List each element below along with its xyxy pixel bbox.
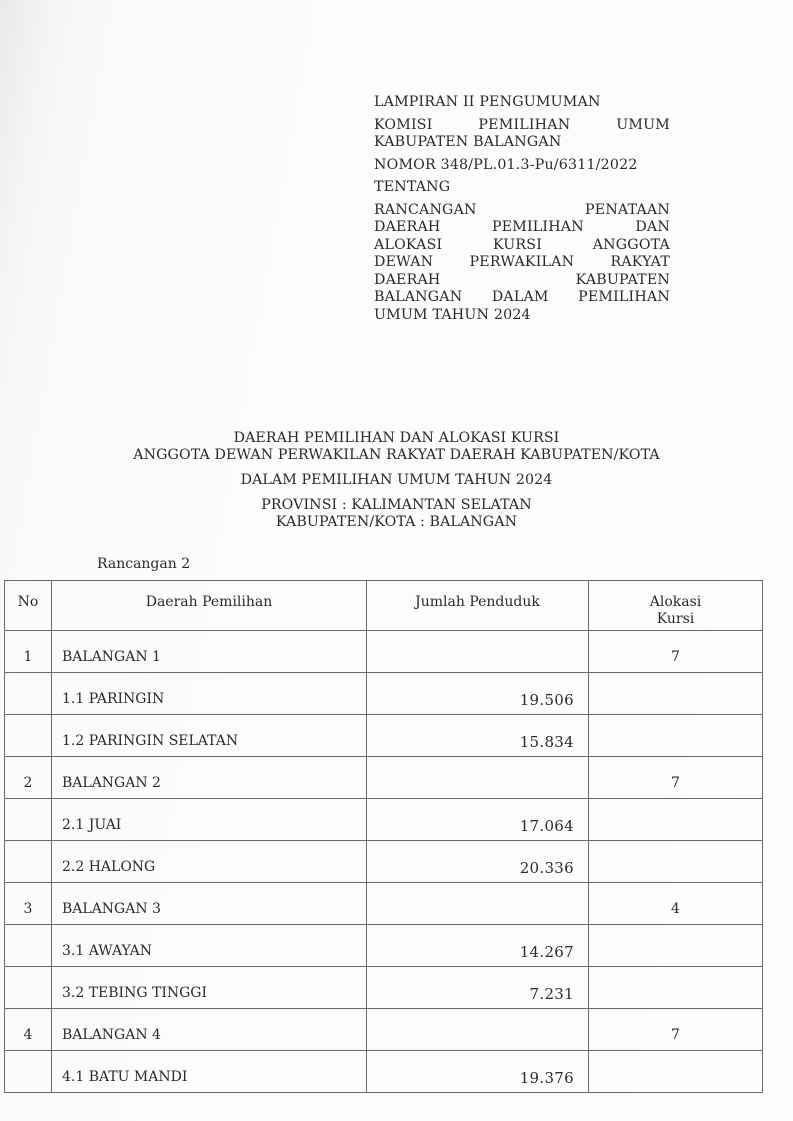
cell-no <box>5 673 52 715</box>
cell-seats <box>589 967 763 1009</box>
cell-seats <box>589 715 763 757</box>
cell-population: 14.267 <box>367 925 589 967</box>
cell-district: 2.2 HALONG <box>52 841 367 883</box>
cell-seats: 7 <box>589 1009 763 1051</box>
attachment-line: BALANGAN DALAM PEMILIHAN <box>374 289 670 305</box>
attachment-line: KABUPATEN BALANGAN <box>374 134 562 150</box>
table-row <box>5 757 763 799</box>
cell-population <box>367 631 589 673</box>
cell-no <box>5 799 52 841</box>
province-line: PROVINSI : KALIMANTAN SELATAN <box>261 497 532 513</box>
table-row <box>5 715 763 757</box>
cell-population: 17.064 <box>367 799 589 841</box>
header-seats-line2: Kursi <box>656 611 695 627</box>
cell-seats <box>589 673 763 715</box>
cell-no <box>5 967 52 1009</box>
cell-seats: 4 <box>589 883 763 925</box>
cell-population <box>367 1009 589 1051</box>
table-row <box>5 925 763 967</box>
attachment-line: DEWAN PERWAKILAN RAKYAT <box>374 254 670 270</box>
cell-no: 4 <box>5 1009 52 1051</box>
table-row <box>5 673 763 715</box>
cell-district: BALANGAN 1 <box>52 631 367 673</box>
header-no: No <box>5 581 52 631</box>
cell-district: BALANGAN 3 <box>52 883 367 925</box>
cell-no <box>5 715 52 757</box>
attachment-line: DAERAH PEMILIHAN DAN <box>374 219 670 235</box>
title-line: DAERAH PEMILIHAN DAN ALOKASI KURSI <box>233 430 560 446</box>
allocation-table <box>4 580 763 1093</box>
cell-population <box>367 883 589 925</box>
cell-seats <box>589 925 763 967</box>
title-line: DALAM PEMILIHAN UMUM TAHUN 2024 <box>240 472 553 488</box>
table-row <box>5 1051 763 1093</box>
cell-district: 3.2 TEBING TINGGI <box>52 967 367 1009</box>
attachment-line: LAMPIRAN II PENGUMUMAN <box>374 94 601 110</box>
document-title <box>0 430 793 531</box>
cell-no: 3 <box>5 883 52 925</box>
attachment-line: UMUM TAHUN 2024 <box>374 306 531 323</box>
table-row <box>5 967 763 1009</box>
cell-district: 3.1 AWAYAN <box>52 925 367 967</box>
cell-district: BALANGAN 2 <box>52 757 367 799</box>
cell-population: 20.336 <box>367 841 589 883</box>
table-row <box>5 631 763 673</box>
header-district: Daerah Pemilihan <box>52 581 367 631</box>
header-seats-line1: Alokasi <box>649 594 702 610</box>
table-header-row <box>5 581 763 631</box>
cell-seats <box>589 841 763 883</box>
attachment-line: KOMISI PEMILIHAN UMUM <box>374 116 670 133</box>
cell-district: 2.1 JUAI <box>52 799 367 841</box>
cell-district: 1.1 PARINGIN <box>52 673 367 715</box>
header-seats <box>589 581 763 631</box>
cell-population <box>367 757 589 799</box>
cell-no <box>5 925 52 967</box>
attachment-line: TENTANG <box>374 179 451 195</box>
title-line: ANGGOTA DEWAN PERWAKILAN RAKYAT DAERAH KABUPATEN/KOTA <box>133 447 660 463</box>
attachment-line: NOMOR 348/PL.01.3-Pu/6311/2022 <box>374 156 638 173</box>
cell-district: BALANGAN 4 <box>52 1009 367 1051</box>
table-row <box>5 841 763 883</box>
attachment-line: ALOKASI KURSI ANGGOTA <box>374 236 670 253</box>
cell-seats <box>589 799 763 841</box>
cell-seats: 7 <box>589 631 763 673</box>
table-row <box>5 883 763 925</box>
cell-no <box>5 1051 52 1093</box>
cell-no <box>5 841 52 883</box>
cell-seats <box>589 1051 763 1093</box>
cell-no: 2 <box>5 757 52 799</box>
cell-population: 19.376 <box>367 1051 589 1093</box>
cell-population: 19.506 <box>367 673 589 715</box>
cell-district: 4.1 BATU MANDI <box>52 1051 367 1093</box>
attachment-line: RANCANGAN PENATAAN <box>374 201 670 218</box>
header-population: Jumlah Penduduk <box>367 581 589 631</box>
attachment-header <box>374 94 670 324</box>
table-row <box>5 1009 763 1051</box>
attachment-line: DAERAH KABUPATEN <box>374 271 670 288</box>
draft-label: Rancangan 2 <box>97 556 191 572</box>
cell-population: 7.231 <box>367 967 589 1009</box>
cell-seats: 7 <box>589 757 763 799</box>
table-row <box>5 799 763 841</box>
cell-no: 1 <box>5 631 52 673</box>
regency-line: KABUPATEN/KOTA : BALANGAN <box>275 514 518 530</box>
cell-population: 15.834 <box>367 715 589 757</box>
cell-district: 1.2 PARINGIN SELATAN <box>52 715 367 757</box>
